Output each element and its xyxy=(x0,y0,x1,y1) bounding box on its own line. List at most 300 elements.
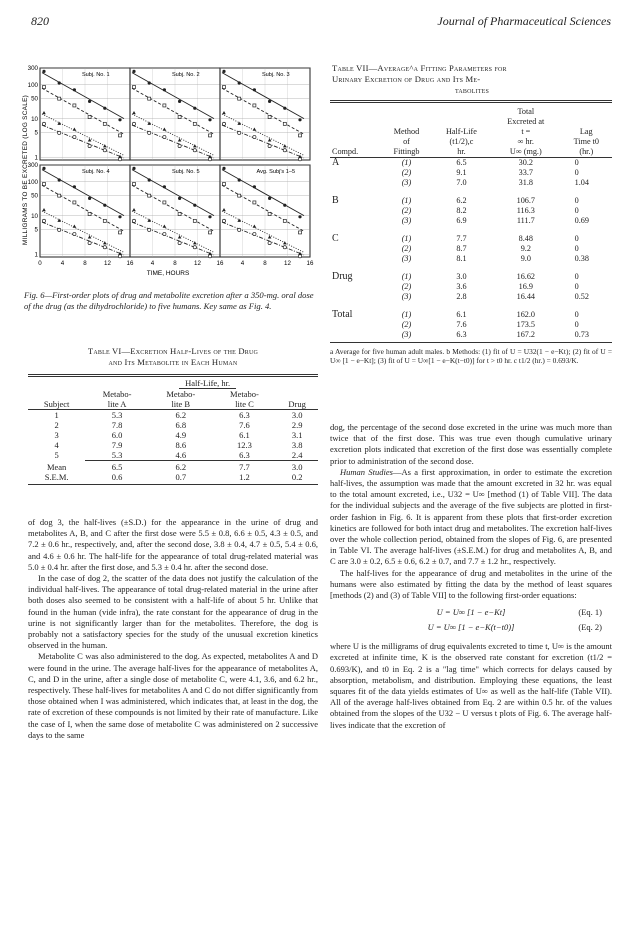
right-paragraph-4: where U is the milligrams of drug equivalents excreted to time t, U∞ is the amount excreted at infinite time, K is the observed rate constant for excretion (t1/2 = 0.693/K), and t0 in Eq. 2 is a "lag time" which corrects for delays caused by absorption, metabolism, and distribution. Employing these equations, the least squares fit of the data yields estimates of U∞ as well as the half-life (Table VII). All of the average half-lives obtained from Eq. 2 are within 0.5 hr. of the values obtained from the slopes of the U32 − U versus t plots of Fig. 6. The average half-lives indicate that the excretion of xyxy=(330,641,612,730)
data-point xyxy=(283,204,286,207)
table-7-header: Excreted at xyxy=(507,117,545,126)
table-7-cell: (2) xyxy=(401,282,412,291)
data-point xyxy=(163,104,166,107)
table-7-caption-line1: Table VII—Average^a Fitting Parameters for xyxy=(332,63,507,73)
data-point xyxy=(43,183,46,186)
y-tick-labels-top xyxy=(28,65,39,161)
y-tick-label: 300 xyxy=(27,162,38,170)
table-7-cell: 8.48 xyxy=(518,234,533,243)
table-7-cell: (3) xyxy=(401,292,412,301)
data-point xyxy=(253,201,256,204)
table-6-cell: 6.8 xyxy=(175,420,187,430)
table-7-compound xyxy=(330,330,381,340)
panel-label: Avg. Subj's 1–5 xyxy=(256,169,296,175)
data-point xyxy=(253,135,256,138)
data-point xyxy=(178,144,181,147)
data-point xyxy=(222,122,225,125)
data-point xyxy=(103,149,106,152)
right-paragraph-1: dog, the percentage of the second dose excreted in the urine was much more than twice that of the first dose. This was true even though cumulative urinary excretion plots indicated that excretion of the first dose was essentially complete prior to administration of the second dose. xyxy=(330,422,612,466)
table-7-row xyxy=(330,330,612,340)
table-7-caption-line3: tabolites xyxy=(455,85,489,95)
table-7-cell: 16.44 xyxy=(516,292,536,301)
data-point xyxy=(103,122,106,125)
table-7-cell: (1) xyxy=(401,272,412,281)
table-7-header: (hr.) xyxy=(561,147,612,158)
table-7-header xyxy=(561,107,612,117)
data-point xyxy=(88,197,91,200)
table-7-cell: 0 xyxy=(574,158,579,167)
data-point xyxy=(222,167,225,170)
data-point xyxy=(163,135,166,138)
data-point xyxy=(103,241,107,244)
data-point xyxy=(119,231,122,234)
data-point xyxy=(193,144,197,147)
series-line xyxy=(222,211,304,252)
left-paragraph-2: In the case of dog 2, the scatter of the data does not justify the calculation of the individual half-lives. The appearance of total drug-related material in the urine after both doses also seemed to be consistent with a half-life of about 5 hr. Unlike that found in the human (vide infra), the rate constant for the appearance of drug in the urine is not significantly larger than for the metabolites. Therefore, the dog is probably not a satisfactory species for the study of the unusual excretion kinetics observed in the human. xyxy=(28,573,318,651)
y-tick-label: 300 xyxy=(27,65,38,73)
table-7-cell: (2) xyxy=(401,168,412,177)
table-7-cell: (2) xyxy=(401,320,412,329)
table-7-cell: 162.0 xyxy=(516,310,536,319)
data-point xyxy=(222,111,226,114)
table-7-compound: C xyxy=(332,233,339,244)
table-6-cell: 1 xyxy=(54,410,59,420)
table-7-cell: 0 xyxy=(574,234,579,243)
data-point xyxy=(253,88,256,91)
table-7-compound xyxy=(330,168,381,178)
data-point xyxy=(178,197,181,200)
data-point xyxy=(132,111,136,114)
table-6-cell: 7.6 xyxy=(239,420,250,430)
data-point xyxy=(238,97,241,100)
table-7-cell: 0 xyxy=(574,282,579,291)
section-heading-human-studies: Human Studies xyxy=(340,466,393,477)
table-7-compound: A xyxy=(332,157,340,168)
data-point xyxy=(58,81,61,84)
page-number: 820 xyxy=(31,14,49,28)
data-point xyxy=(268,241,271,244)
table-6-row xyxy=(28,420,318,430)
table-6-header-top: Metabo- xyxy=(230,389,259,399)
data-point xyxy=(253,128,257,131)
data-point xyxy=(133,86,136,89)
data-point xyxy=(238,81,241,84)
table-7-cell: (3) xyxy=(401,216,412,225)
x-axis-label: TIME, HOURS xyxy=(146,270,190,277)
equation-2 xyxy=(330,622,612,637)
table-6 xyxy=(28,346,318,485)
data-point xyxy=(58,131,61,134)
table-7-row xyxy=(330,264,612,282)
data-point xyxy=(148,81,151,84)
data-point xyxy=(178,116,181,119)
table-7-header: Method xyxy=(393,127,420,136)
data-point xyxy=(118,118,121,121)
table-6-grid xyxy=(28,378,318,482)
table-7-header: (t1/2),c xyxy=(449,137,474,146)
data-point xyxy=(298,255,301,258)
table-7-cell: 3.0 xyxy=(456,272,467,281)
data-point xyxy=(132,167,135,170)
data-point xyxy=(298,158,301,161)
data-point xyxy=(208,118,211,121)
table-6-caption xyxy=(28,346,318,368)
table-7-cell: 1.04 xyxy=(574,178,589,187)
table-7-cell: 6.9 xyxy=(456,216,467,225)
data-point xyxy=(238,194,241,197)
table-6-header: Drug xyxy=(276,399,318,410)
table-7-compound xyxy=(330,206,381,216)
panel-label: Subj. No. 3 xyxy=(261,72,290,78)
table-6-header-top: Metabo- xyxy=(166,389,196,399)
table-7-header: U∞ (mg.) xyxy=(491,147,561,158)
data-point xyxy=(193,204,196,207)
table-6-cell: 3.8 xyxy=(291,440,303,450)
table-6-cell: 6.3 xyxy=(213,450,277,461)
data-point xyxy=(299,134,302,137)
y-tick-label: 5 xyxy=(34,226,38,234)
table-7-header: Fittingb xyxy=(381,147,432,158)
data-point xyxy=(193,246,196,249)
y-axis-label: MILLIGRAMS TO BE EXCRETED (LOG SCALE) xyxy=(22,94,29,245)
table-7-cell: 173.5 xyxy=(516,320,536,329)
table-6-cell: 4.9 xyxy=(175,430,187,440)
data-point xyxy=(132,122,135,125)
table-6-cell: 5.3 xyxy=(85,450,149,461)
table-6-cell: 8.6 xyxy=(175,440,187,450)
data-point xyxy=(163,128,167,131)
table-6-cell: 0.7 xyxy=(175,472,187,482)
data-point xyxy=(222,208,226,211)
right-paragraph-2-body: —As a first approximation, in order to estimate the excretion half-lives, the assumption was made that the amount excreted in 32 hr. was equal to the total amount excreted, i.e., U32 = U∞ [method (1) of Table VII]. The data for the individual subjects and the average of the five subjects are plotted in first-order fashion in Fig. 6. It is apparent from these plots that first-order excretion kinetics are followed for both intact drug and metabolites. The excretion half-lives over the whole collection period, obtained from the slopes of Fig. 6, are presented in Table VI. The average half-lives (±S.E.M.) for drug and metabolites A, B, and C are 3.0 ± 0.2, 6.5 ± 0.6, 6.2 ± 0.7, and 7.7 ± 1.2 hr., respectively. xyxy=(330,466,612,567)
table-6-header: lite A xyxy=(85,399,149,410)
data-point xyxy=(43,86,46,89)
data-point xyxy=(58,228,61,231)
data-point xyxy=(88,213,91,216)
right-paragraph-2 xyxy=(330,467,612,568)
data-point xyxy=(208,158,211,161)
table-7-cell: (2) xyxy=(401,206,412,215)
table-7-cell: 33.7 xyxy=(518,168,533,177)
data-point xyxy=(283,144,287,147)
table-7-cell: 9.1 xyxy=(456,168,467,177)
data-point xyxy=(58,97,61,100)
table-7-cell: 8.1 xyxy=(456,254,467,263)
table-7-cell: 116.3 xyxy=(516,206,535,215)
table-7-cell: 6.2 xyxy=(456,196,467,205)
table-7-row xyxy=(330,282,612,292)
series-line xyxy=(222,222,304,255)
table-6-cell: 12.3 xyxy=(237,440,252,450)
data-point xyxy=(73,232,76,235)
table-7-header: hr. xyxy=(432,147,491,158)
data-point xyxy=(208,215,211,218)
table-7-header xyxy=(381,117,432,127)
x-tick-label: 0 xyxy=(38,260,42,267)
data-point xyxy=(222,70,225,73)
data-point xyxy=(238,131,241,134)
right-column-text xyxy=(330,422,612,731)
table-7-compound xyxy=(330,216,381,226)
equation-1-body: U = U∞ [1 − e−Kt] xyxy=(436,607,506,618)
equation-2-label: (Eq. 2) xyxy=(578,622,602,633)
equation-1-label: (Eq. 1) xyxy=(578,607,602,618)
data-point xyxy=(103,246,106,249)
table-6-row xyxy=(28,430,318,440)
table-6-cell: 6.3 xyxy=(239,410,250,420)
data-point xyxy=(73,128,77,131)
data-point xyxy=(268,213,271,216)
table-6-cell: 7.7 xyxy=(239,462,250,472)
table-7-cell: 7.6 xyxy=(456,320,467,329)
table-7-header xyxy=(381,107,432,117)
table-7-header xyxy=(330,137,381,147)
data-point xyxy=(42,70,45,73)
data-point xyxy=(178,100,181,103)
table-7-cell: (1) xyxy=(401,310,412,319)
data-point xyxy=(132,219,135,222)
panel-label: Subj. No. 4 xyxy=(81,169,110,175)
table-6-cell: Mean xyxy=(46,461,67,472)
data-point xyxy=(118,255,121,258)
data-point xyxy=(193,122,196,125)
y-tick-label: 10 xyxy=(31,212,38,220)
table-7-cell: 16.62 xyxy=(516,272,536,281)
panel-label: Subj. No. 1 xyxy=(81,72,110,78)
table-7-cell: 16.9 xyxy=(518,282,533,291)
y-tick-label: 1 xyxy=(34,251,38,259)
x-tick-labels xyxy=(38,260,314,267)
x-tick-label: 4 xyxy=(60,260,65,267)
table-7-cell: (3) xyxy=(401,330,412,339)
data-point xyxy=(268,197,271,200)
data-point xyxy=(88,144,91,147)
table-7-row xyxy=(330,302,612,320)
figure-6-plot xyxy=(18,60,318,280)
table-6-cell: 6.1 xyxy=(239,430,250,440)
y-tick-labels-bottom xyxy=(28,162,39,258)
data-point xyxy=(268,235,272,238)
series-line xyxy=(222,114,304,155)
table-6-cell: 3 xyxy=(54,430,59,440)
table-7-footnote: a Average for five human adult males. b Methods: (1) fit of U = U32(1 − e−Kt); (2) fit of U = U∞ [1 − e−Kt]; (3) fit of U = U∞[1 − e−K(t−t0)] for t > t0 hr. c t1/2 (hr.) = 0.693/K. xyxy=(330,347,612,365)
table-6-cell: 2 xyxy=(54,420,59,430)
table-6-cell: 6.5 xyxy=(111,462,123,472)
table-7-cell: (3) xyxy=(401,178,412,187)
table-6-row xyxy=(28,472,318,482)
table-6-cell: 1.2 xyxy=(239,472,250,482)
table-7-cell: 0.52 xyxy=(574,292,589,301)
table-7-cell: (1) xyxy=(401,234,412,243)
data-point xyxy=(103,144,107,147)
data-point xyxy=(163,201,166,204)
data-point xyxy=(119,134,122,137)
table-7-compound xyxy=(330,244,381,254)
table-7-header: Lag xyxy=(579,127,593,136)
data-point xyxy=(103,204,106,207)
table-7-cell: 9.2 xyxy=(520,244,531,253)
x-tick-label: 16 xyxy=(306,260,314,267)
y-tick-label: 100 xyxy=(27,178,38,186)
table-6-cell: 6.2 xyxy=(175,462,187,472)
figure-data-marks xyxy=(42,70,304,258)
x-tick-label: 12 xyxy=(104,260,111,267)
data-point xyxy=(238,178,241,181)
x-tick-label: 12 xyxy=(284,260,291,267)
table-6-row xyxy=(28,410,318,421)
table-7-cell: 6.3 xyxy=(456,330,467,339)
table-6-caption-line1: Table VI—Excretion Half-Lives of the Drug xyxy=(87,346,259,356)
table-7-cell: 7.7 xyxy=(456,234,467,243)
data-point xyxy=(42,122,45,125)
table-7-header xyxy=(432,107,491,117)
data-point xyxy=(148,178,151,181)
equation-1 xyxy=(330,607,612,622)
data-point xyxy=(298,215,301,218)
data-point xyxy=(163,185,166,188)
table-7-cell: 0 xyxy=(574,244,579,253)
table-6-cell: 0.6 xyxy=(111,472,123,482)
table-6-cell: 5.3 xyxy=(111,410,123,420)
table-6-cell: 6.2 xyxy=(175,410,187,420)
table-6-cell: 4.6 xyxy=(149,450,213,461)
table-6-header-top xyxy=(28,389,85,399)
data-point xyxy=(148,194,151,197)
table-7-cell: 0.38 xyxy=(574,254,589,263)
table-6-cell: 7.9 xyxy=(111,440,123,450)
data-point xyxy=(283,241,287,244)
data-point xyxy=(193,149,196,152)
table-7-cell: 9.0 xyxy=(520,254,531,263)
data-point xyxy=(193,107,196,110)
table-7-cell: 8.2 xyxy=(456,206,467,215)
table-7-cell: 6.1 xyxy=(456,310,467,319)
table-6-header: lite C xyxy=(213,399,277,410)
series-line xyxy=(132,114,214,155)
table-7-cell: 7.0 xyxy=(456,178,467,187)
table-7-cell: 106.7 xyxy=(516,196,536,205)
data-point xyxy=(148,228,151,231)
table-6-header-top: Metabo- xyxy=(102,389,132,399)
data-point xyxy=(253,225,257,228)
table-6-cell: 0.2 xyxy=(291,472,303,482)
table-6-cell: 3.1 xyxy=(291,430,303,440)
data-point xyxy=(88,138,92,141)
table-7-row xyxy=(330,244,612,254)
table-7-cell: 0 xyxy=(574,168,579,177)
table-7-row xyxy=(330,226,612,244)
table-7-cell: 0 xyxy=(574,206,579,215)
left-paragraph-3: Metabolite C was also administered to the dog. As expected, metabolites A and D were found in the urine. The average half-lives for the appearance of metabolites A, C, and D in the urine, after a single dose of metabolite C, were 4.1, 3.6, and 6.2 hr., respectively. These half-lives for metabolites A and C do not differ significantly from those obtained when I was administered, which indicates that, at least in the dog, the rate of excretion of these compounds is not limited by their rate of manufacture. Like the case of I, when the same dose of metabolite C was administered on 2 successive days to the same xyxy=(28,651,318,740)
data-point xyxy=(42,111,46,114)
table-7-cell: 0 xyxy=(574,320,579,329)
y-tick-label: 10 xyxy=(31,115,38,123)
table-7-header: ∞ hr. xyxy=(517,137,534,146)
left-column-text xyxy=(28,517,318,741)
data-point xyxy=(268,138,272,141)
data-point xyxy=(178,241,181,244)
table-7-cell: 167.2 xyxy=(516,330,536,339)
table-6-cell: 5 xyxy=(54,450,59,461)
y-tick-label: 100 xyxy=(27,81,38,89)
data-point xyxy=(73,88,76,91)
table-7-row xyxy=(330,292,612,302)
x-tick-label: 16 xyxy=(216,260,224,267)
table-7-compound: B xyxy=(332,195,339,206)
data-point xyxy=(298,118,301,121)
data-point xyxy=(253,104,256,107)
data-point xyxy=(88,235,92,238)
table-7-header: Half-Life xyxy=(445,127,477,136)
data-point xyxy=(118,215,121,218)
table-6-header: Subject xyxy=(28,399,85,410)
data-point xyxy=(88,241,91,244)
table-7-compound: Drug xyxy=(332,271,353,282)
table-7-header xyxy=(561,117,612,127)
data-point xyxy=(133,183,136,186)
table-7-cell: 0 xyxy=(574,310,579,319)
data-point xyxy=(283,219,286,222)
table-6-cell: 4 xyxy=(54,440,59,450)
table-6-cell: 2.9 xyxy=(291,420,303,430)
table-6-cell: 7.8 xyxy=(111,420,123,430)
table-6-cell: 6.0 xyxy=(111,430,123,440)
table-7-row xyxy=(330,216,612,226)
table-7-cell: 3.6 xyxy=(456,282,467,291)
series-line xyxy=(132,222,214,255)
data-point xyxy=(209,231,212,234)
x-tick-label: 8 xyxy=(173,260,177,267)
table-6-row xyxy=(28,440,318,450)
data-point xyxy=(88,116,91,119)
data-point xyxy=(103,219,106,222)
data-point xyxy=(103,107,106,110)
data-point xyxy=(73,104,76,107)
table-7-row xyxy=(330,188,612,206)
panel-label: Subj. No. 2 xyxy=(171,72,200,78)
data-point xyxy=(283,149,286,152)
data-point xyxy=(42,219,45,222)
x-tick-label: 16 xyxy=(126,260,134,267)
data-point xyxy=(163,225,167,228)
table-6-caption-line2: and Its Metabolite in Each Human xyxy=(108,357,238,367)
data-point xyxy=(222,219,225,222)
data-point xyxy=(73,201,76,204)
data-point xyxy=(208,255,211,258)
data-point xyxy=(193,241,197,244)
data-point xyxy=(283,246,286,249)
table-7-header: Compd. xyxy=(330,147,381,158)
table-7-cell: (2) xyxy=(401,244,412,253)
data-point xyxy=(223,86,226,89)
table-7-header: Total xyxy=(517,107,535,116)
data-point xyxy=(253,232,256,235)
panel-label: Subj. No. 5 xyxy=(171,169,200,175)
data-point xyxy=(163,232,166,235)
data-point xyxy=(283,122,286,125)
x-tick-label: 8 xyxy=(83,260,87,267)
data-point xyxy=(118,158,121,161)
table-7-compound: Total xyxy=(332,309,353,320)
x-tick-label: 4 xyxy=(150,260,155,267)
table-6-cell: S.E.M. xyxy=(44,472,69,482)
data-point xyxy=(148,131,151,134)
table-6-cell: 3.0 xyxy=(291,410,303,420)
table-7-cell: (3) xyxy=(401,254,412,263)
data-point xyxy=(193,219,196,222)
data-point xyxy=(178,138,182,141)
journal-title: Journal of Pharmaceutical Sciences xyxy=(437,14,611,28)
